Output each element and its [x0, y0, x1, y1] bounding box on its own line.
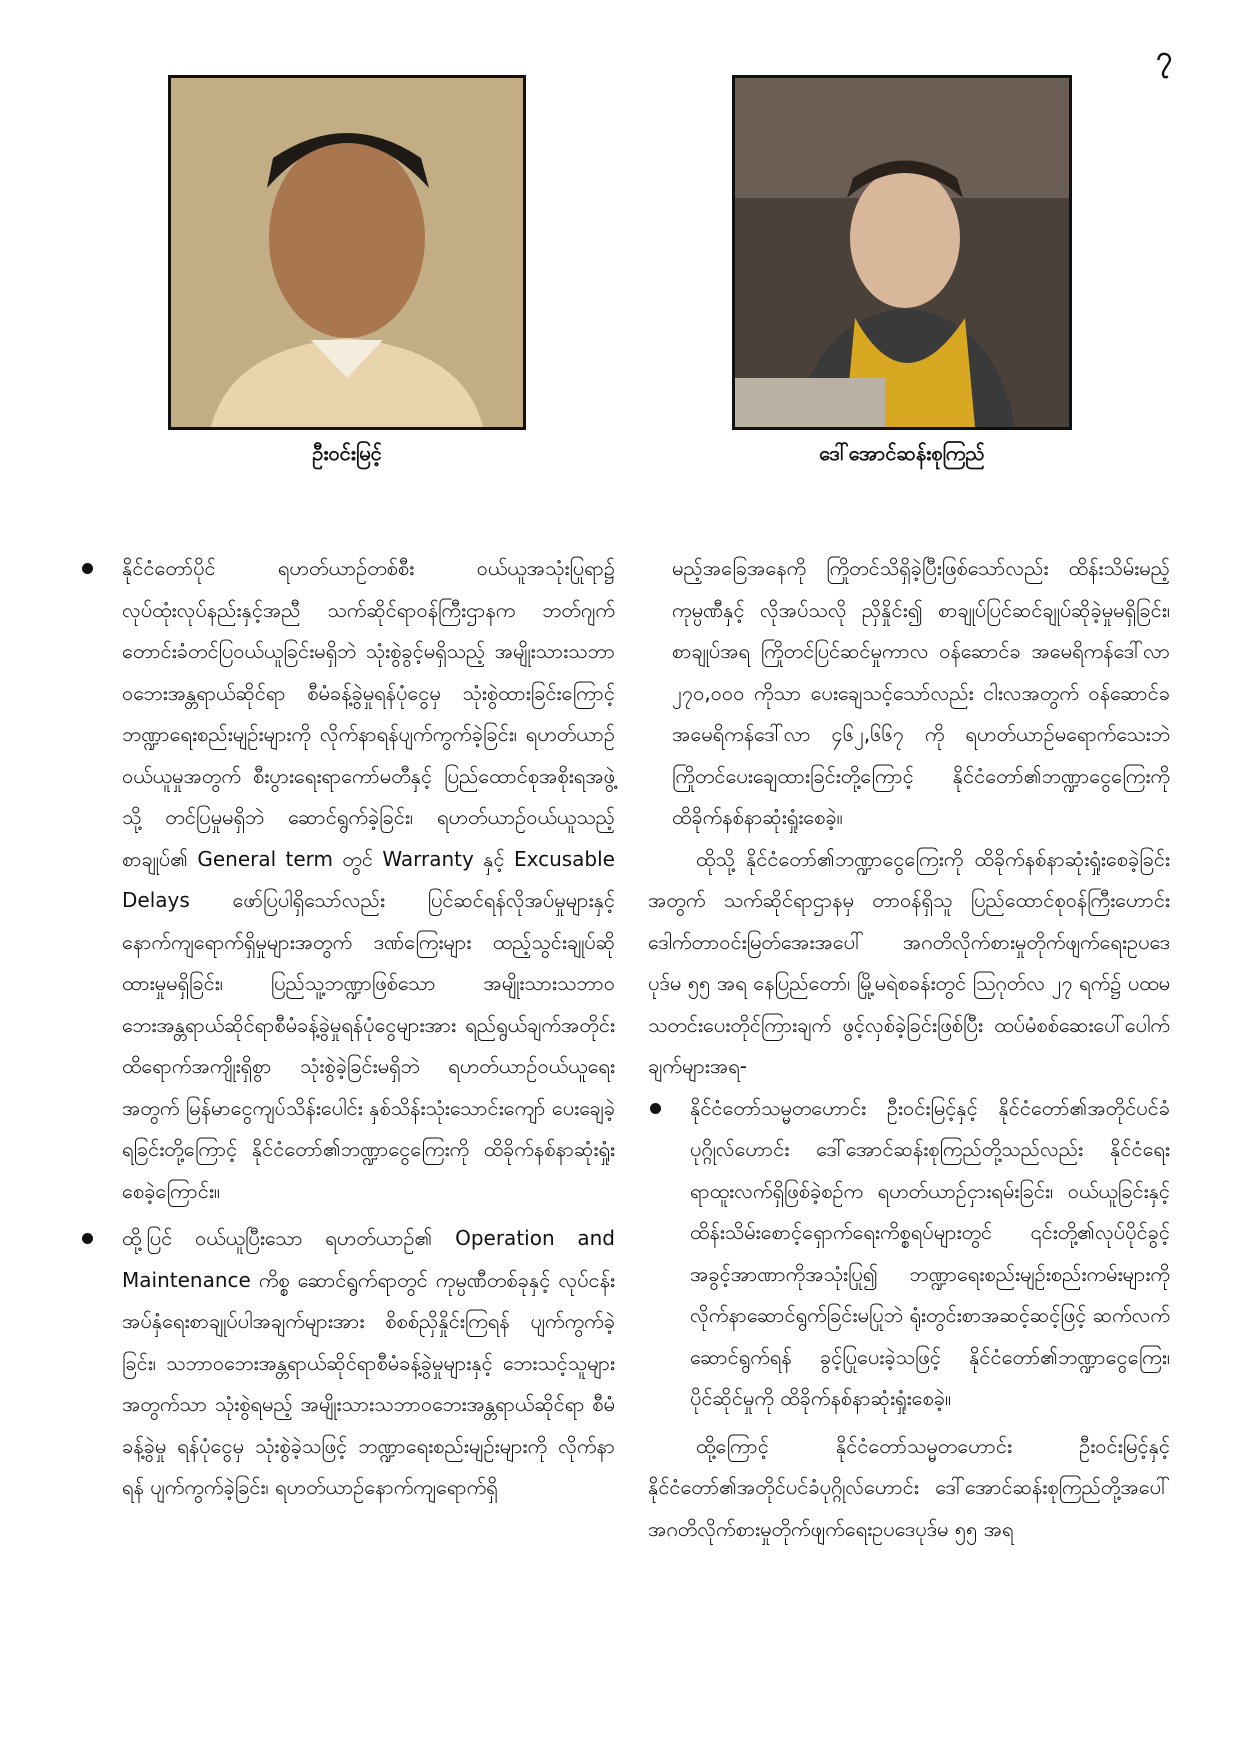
- page-number: ၇: [1156, 40, 1172, 73]
- bullet-dot-icon: [82, 563, 93, 574]
- paragraph: ထိုသို့ နိုင်ငံတော်၏ဘဏ္ဍာငွေကြေးကို ထိခိုက်နစ်နာဆုံးရှုံးစေခဲ့ခြင်းအတွက် သက်ဆိုင်ရာဌာနမှ တာဝန်ရှိသူ ပြည်ထောင်စုဝန်ကြီးဟောင်း ဒေါက်တာဝင်းမြတ်အေးအပေါ် အဂတိလိုက်စားမှုတိုက်ဖျက်ရေးဥပဒေပုဒ်မ ၅၅ အရ နေပြည်တော်၊ မြို့မရဲစခန်းတွင် ဩဂုတ်လ ၂၇ ရက်၌ ပထမသတင်းပေးတိုင်ကြားချက် ဖွင့်လှစ်ခဲ့ခြင်းဖြစ်ပြီး ထပ်မံစစ်ဆေးပေါ်ပေါက်ချက်များအရ-: [648, 846, 1170, 1078]
- portrait-image-right: [735, 78, 1069, 427]
- bullet-item: [80, 548, 615, 1212]
- bullet-text: ထို့ပြင် ဝယ်ယူပြီးသော ရဟတ်ယာဉ်၏ Operation and Maintenance ကိစ္စ ဆောင်ရွက်ရာတွင် ကုမ္ပဏီတစ်ခုနှင့် လုပ်ငန်းအပ်နှံရေးစာချုပ်ပါအချက်များအား စိစစ်ညှိနှိုင်းကြရန် ပျက်ကွက်ခဲ့ခြင်း၊ သဘာဝဘေးအန္တရာယ်ဆိုင်ရာစီမံခန့်ခွဲမှုများနှင့် ဘေးသင့်သူများအတွက်သာ သုံးစွဲရမည့် အမျိုးသားသဘာဝဘေးအန္တရာယ်ဆိုင်ရာ စီမံခန့်ခွဲမှု ရန်ပုံငွေမှ သုံးစွဲခဲ့သဖြင့် ဘဏ္ဍာရေးစည်းမျဉ်းများကို လိုက်နာရန် ပျက်ကွက်ခဲ့ခြင်း၊ ရဟတ်ယာဉ်နောက်ကျရောက်ရှိ: [122, 1226, 615, 1499]
- bullet-item: [648, 1088, 1170, 1420]
- portrait-photo-left: [168, 75, 526, 430]
- photo-caption-left: ဦးဝင်းမြင့်: [312, 441, 382, 465]
- bullet-dot-icon: [650, 1103, 661, 1114]
- bullet-text: နိုင်ငံတော်ပိုင် ရဟတ်ယာဉ်တစ်စီး ဝယ်ယူအသုံးပြုရာ၌ လုပ်ထုံးလုပ်နည်းနှင့်အညီ သက်ဆိုင်ရာဝန်ကြီးဌာနက ဘတ်ဂျက်တောင်းခံတင်ပြဝယ်ယူခြင်းမရှိဘဲ သုံးစွဲခွင့်မရှိသည့် အမျိုးသားသဘာဝဘေးအန္တရာယ်ဆိုင်ရာ စီမံခန့်ခွဲမှုရန်ပုံငွေမှ သုံးစွဲထားခြင်းကြောင့် ဘဏ္ဍာရေးစည်းမျဉ်းများကို လိုက်နာရန်ပျက်ကွက်ခဲ့ခြင်း၊ ရဟတ်ယာဉ် ဝယ်ယူမှုအတွက် စီးပွားရေးရာကော်မတီနှင့် ပြည်ထောင်စုအစိုးရအဖွဲ့သို့ တင်ပြမှုမရှိဘဲ ဆောင်ရွက်ခဲ့ခြင်း၊ ရဟတ်ယာဉ်ဝယ်ယူသည့် စာချုပ်၏ General term တွင် Warranty နှင့် Excusable Delays ဖော်ပြပါရှိသော်လည်း ပြင်ဆင်ရန်လိုအပ်မှုများနှင့် နောက်ကျရောက်ရှိမှုများအတွက် ဒဏ်ကြေးများ ထည့်သွင်းချုပ်ဆိုထားမှုမရှိခြင်း၊ ပြည်သူ့ဘဏ္ဍာဖြစ်သော အမျိုးသားသဘာဝဘေးအန္တရာယ်ဆိုင်ရာစီမံခန့်ခွဲမှုရန်ပုံငွေများအား ရည်ရွယ်ချက်အတိုင်း ထိရောက်အကျိုးရှိစွာ သုံးစွဲခဲ့ခြင်းမရှိဘဲ ရဟတ်ယာဉ်ဝယ်ယူရေးအတွက် မြန်မာငွေကျပ်သိန်းပေါင်း နှစ်သိန်းသုံးသောင်းကျော် ပေးချေခဲ့ရခြင်းတို့ကြောင့် နိုင်ငံတော်၏ဘဏ္ဍာငွေကြေးကို ထိခိုက်နစ်နာဆုံးရှုံးစေခဲ့ကြောင်း။: [122, 556, 615, 1203]
- portrait-photo-right: [732, 75, 1072, 430]
- continued-paragraph: မည့်အခြေအနေကို ကြိုတင်သိရှိခဲ့ပြီးဖြစ်သော်လည်း ထိန်းသိမ်းမည့်ကုမ္ပဏီနှင့် လိုအပ်သလို ညှိနှိုင်း၍ စာချုပ်ပြင်ဆင်ချုပ်ဆိုခဲ့မှုမရှိခြင်း၊ စာချုပ်အရ ကြိုတင်ပြင်ဆင်မှုကာလ ဝန်ဆောင်ခ အမေရိကန်ဒေါ်လာ ၂၇၀,၀၀၀ ကိုသာ ပေးချေသင့်သော်လည်း ငါးလအတွက် ဝန်ဆောင်ခ အမေရိကန်ဒေါ်လာ ၄၆၂,၆၆၇ ကို ရဟတ်ယာဉ်မရောက်သေးဘဲ ကြိုတင်ပေးချေထားခြင်းတို့ကြောင့် နိုင်ငံတော်၏ဘဏ္ဍာငွေကြေးကို ထိခိုက်နစ်နာဆုံးရှုံးစေခဲ့။: [672, 556, 1170, 829]
- paragraph: ထို့ကြောင့် နိုင်ငံတော်သမ္မတဟောင်း ဦးဝင်းမြင့်နှင့် နိုင်ငံတော်၏အတိုင်ပင်ခံပုဂ္ဂိုလ်ဟောင်း ဒေါ်အောင်ဆန်းစုကြည်တို့အပေါ် အဂတိလိုက်စားမှုတိုက်ဖျက်ရေးဥပဒေပုဒ်မ ၅၅ အရ: [648, 1433, 1170, 1541]
- bullet-item: [80, 1218, 615, 1509]
- bullet-dot-icon: [82, 1233, 93, 1244]
- photo-caption-right: ဒေါ်အောင်ဆန်းစုကြည်: [819, 441, 985, 465]
- right-column: [648, 548, 1170, 1550]
- bullet-text: နိုင်ငံတော်သမ္မတဟောင်း ဦးဝင်းမြင့်နှင့် နိုင်ငံတော်၏အတိုင်ပင်ခံပုဂ္ဂိုလ်ဟောင်း ဒေါ်အောင်ဆန်းစုကြည်တို့သည်လည်း နိုင်ငံရေးရာထူးလက်ရှိဖြစ်ခဲ့စဉ်က ရဟတ်ယာဉ်ငှားရမ်းခြင်း၊ ဝယ်ယူခြင်းနှင့် ထိန်းသိမ်းစောင့်ရှောက်ရေးကိစ္စရပ်များတွင် ၎င်းတို့၏လုပ်ပိုင်ခွင့် အခွင့်အာဏာကိုအသုံးပြု၍ ဘဏ္ဍာရေးစည်းမျဉ်းစည်းကမ်းများကို လိုက်နာဆောင်ရွက်ခြင်းမပြုဘဲ ရုံးတွင်းစာအဆင့်ဆင့်ဖြင့် ဆက်လက်ဆောင်ရွက်ရန် ခွင့်ပြုပေးခဲ့သဖြင့် နိုင်ငံတော်၏ဘဏ္ဍာငွေကြေး၊ ပိုင်ဆိုင်မှုကို ထိခိုက်နစ်နာဆုံးရှုံးစေခဲ့။: [690, 1095, 1170, 1410]
- left-column: [80, 548, 615, 1515]
- portrait-image-left: [171, 78, 523, 427]
